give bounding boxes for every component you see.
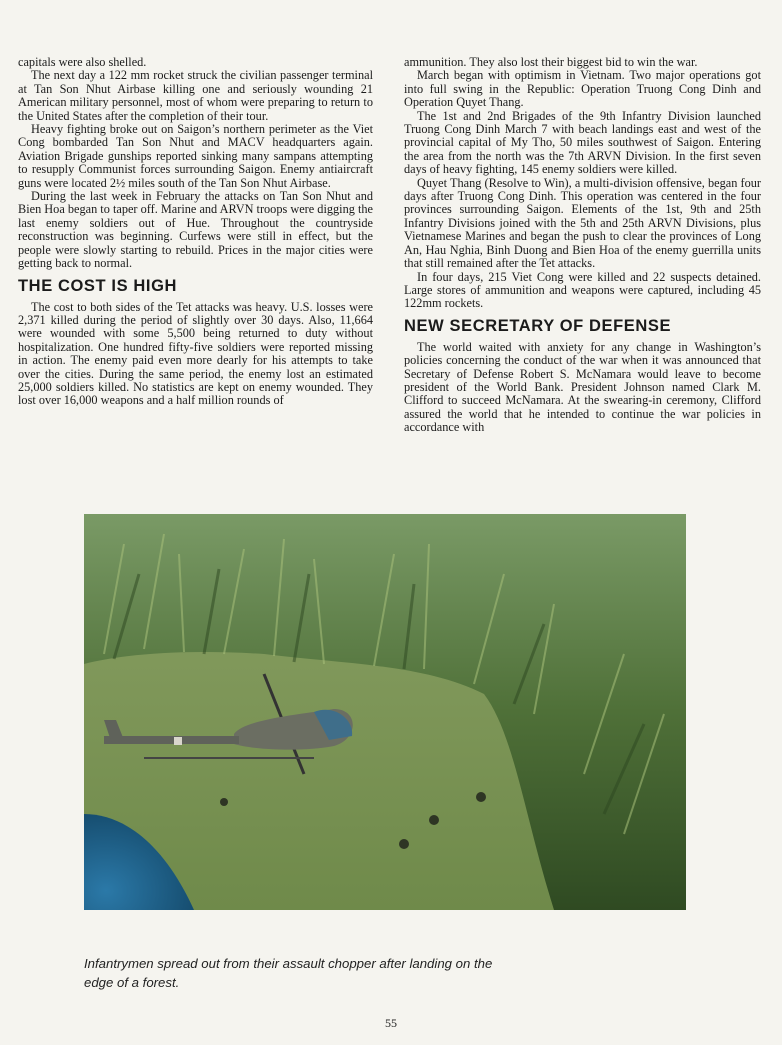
- paragraph: Heavy fighting broke out on Saigon’s northern perimeter as the Viet Cong bombarded Tan Son Nhut and MACV headquarters again. Aviation Brigade gunships reported sinking many sampans attempting to resupply Communist forces surrounding Saigon. Enemy antiaircraft guns were located 2½ miles south of the Tan Son Nhut Airbase.: [18, 122, 373, 190]
- helicopter-photo: [84, 514, 686, 910]
- paragraph: During the last week in February the attacks on Tan Son Nhut and Bien Hoa began to taper off. Marine and ARVN troops were digging the last enemy soldiers out of Hue. Throughout the countryside reconstruction was beginning. Curfews were still in effect, but the people were slowly starting to rebuild. Prices in the major cities were getting back to normal.: [18, 189, 373, 271]
- paragraph: March began with optimism in Vietnam. Two major operations got into full swing in the Republic: Operation Truong Cong Dinh and Operation Quyet Thang.: [404, 68, 761, 110]
- paragraph: The 1st and 2nd Brigades of the 9th Infantry Division launched Truong Cong Dinh March 7 with beach landings east and west of the provincial capital of My Tho, 50 miles southwest of Saigon. Entering the area from the north was the 7th ARVN Division. In the first seven days of heavy fighting, 145 enemy soldiers were killed.: [404, 108, 761, 177]
- paragraph: ammunition. They also lost their biggest bid to win the war.: [404, 55, 698, 69]
- right-column: [404, 56, 761, 435]
- paragraph: capitals were also shelled.: [18, 55, 147, 69]
- section-heading: THE COST IS HIGH: [18, 276, 178, 295]
- paragraph: Quyet Thang (Resolve to Win), a multi-division offensive, began four days after Truong Cong Dinh. This operation was centered in the four provinces surrounding Saigon. Elements of the 1st, 9th and 25th Infantry Divisions joined with the 5th and 25th ARVN Divisions, plus Vietnamese Marines and began the push to clear the provinces of Long An, Hau Nghia, Binh Duong and Bien Hoa of the enemy guerrilla units that still remained after the Tet attacks.: [404, 175, 761, 271]
- photo-caption: Infantrymen spread out from their assault chopper after landing on the edge of a forest.: [84, 956, 493, 990]
- left-column: [18, 56, 373, 408]
- paragraph: The next day a 122 mm rocket struck the civilian passenger terminal at Tan Son Nhut Airbase killing one and seriously wounding 21 American military personnel, most of whom were preparing to return to the United States after the completion of their tour.: [18, 68, 373, 123]
- page-number: 55: [385, 1016, 397, 1030]
- paragraph: The cost to both sides of the Tet attacks was heavy. U.S. losses were 2,371 killed during the period of slightly over 30 days. Also, 11,664 were wounded with some 5,500 being returned to duty without hospitalization. One hundred fifty-five soldiers were reported missing in action. The enemy paid even more dearly for his attempts to take over the cities. During the same period, the enemy lost an estimated 25,000 soldiers killed. No statistics are kept on enemy wounded. They lost over 16,000 weapons and a half million rounds of: [18, 299, 373, 408]
- paragraph: In four days, 215 Viet Cong were killed and 22 suspects detained. Large stores of ammunition and weapons were captured, including 45 122mm rockets.: [404, 269, 761, 311]
- section-heading: NEW SECRETARY OF DEFENSE: [404, 316, 672, 335]
- paragraph: The world waited with anxiety for any change in Washington’s policies concerning the conduct of the war when it was announced that Secretary of Defense Robert S. McNamara would leave to become president of the World Bank. President Johnson named Clark M. Clifford to succeed McNamara. At the swearing-in ceremony, Clifford assured the world that he intended to continue the war policies in accordance with: [404, 339, 761, 435]
